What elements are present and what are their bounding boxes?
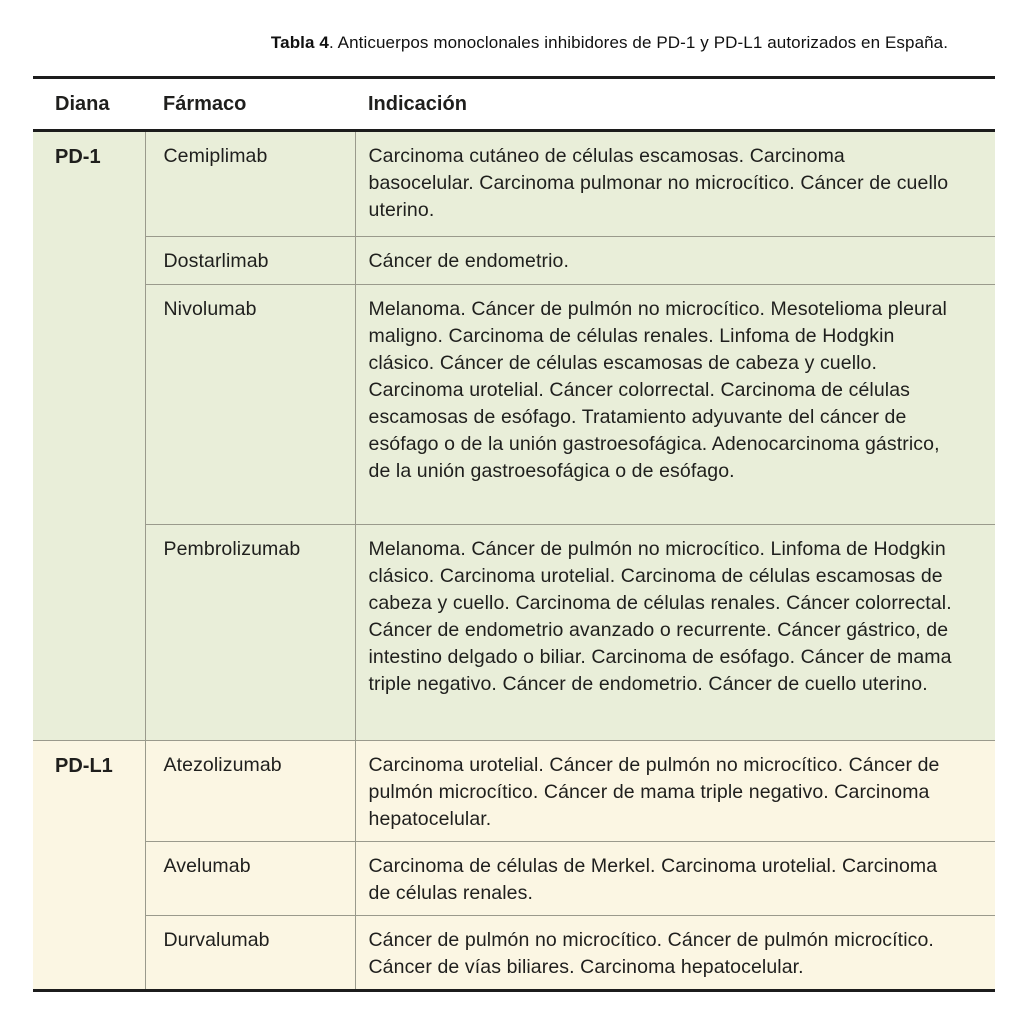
table-row xyxy=(33,741,995,842)
drug-cell: Avelumab xyxy=(145,842,355,916)
drug-cell: Cemiplimab xyxy=(145,131,355,237)
drug-cell: Nivolumab xyxy=(145,285,355,525)
drug-cell: Atezolizumab xyxy=(145,741,355,842)
section-pdl1 xyxy=(33,741,995,991)
table-row xyxy=(33,285,995,525)
drug-cell: Pembrolizumab xyxy=(145,525,355,741)
target-cell-pdl1: PD-L1 xyxy=(33,741,145,991)
table-row xyxy=(33,237,995,285)
header-row xyxy=(33,78,995,131)
section-pd1 xyxy=(33,131,995,741)
indication-cell: Carcinoma cutáneo de células escamosas. Carcinoma basocelular. Carcinoma pulmonar no microcítico. Cáncer de cuello uterino. xyxy=(355,131,995,237)
table-row xyxy=(33,131,995,237)
table-caption-text: . Anticuerpos monoclonales inhibidores de PD-1 y PD-L1 autorizados en España. xyxy=(328,33,949,52)
table-row xyxy=(33,525,995,741)
column-header-farmaco: Fármaco xyxy=(145,78,355,131)
column-header-diana: Diana xyxy=(33,78,145,131)
column-header-indicacion: Indicación xyxy=(355,78,995,131)
drug-cell: Dostarlimab xyxy=(145,237,355,285)
indication-cell: Cáncer de pulmón no microcítico. Cáncer de pulmón microcítico. Cáncer de vías biliares. Carcinoma hepatocelular. xyxy=(355,916,995,991)
drug-cell: Durvalumab xyxy=(145,916,355,991)
indication-cell: Carcinoma urotelial. Cáncer de pulmón no microcítico. Cáncer de pulmón microcítico. Cáncer de mama triple negativo. Carcinoma hepatocelular. xyxy=(355,741,995,842)
monoclonal-antibodies-table xyxy=(33,76,995,992)
table-caption xyxy=(0,0,1024,53)
table-caption-label: Tabla 4 xyxy=(270,33,329,52)
indication-cell: Melanoma. Cáncer de pulmón no microcítico. Linfoma de Hodgkin clásico. Carcinoma urotelial. Carcinoma de células escamosas de cabeza y cuello. Carcinoma de células renales. Cáncer colorrectal. Cáncer de endometrio avanzado o recurrente. Cáncer gástrico, de intestino delgado o biliar. Carcinoma de esófago. Cáncer de mama triple negativo. Cáncer de endometrio. Cáncer de cuello uterino. xyxy=(355,525,995,741)
indication-cell: Cáncer de endometrio. xyxy=(355,237,995,285)
table-row xyxy=(33,916,995,991)
indication-cell: Melanoma. Cáncer de pulmón no microcítico. Mesotelioma pleural maligno. Carcinoma de células renales. Linfoma de Hodgkin clásico. Cáncer de células escamosas de cabeza y cuello. Carcinoma urotelial. Cáncer colorrectal. Carcinoma de células escamosas de esófago. Tratamiento adyuvante del cáncer de esófago o de la unión gastroesofágica. Adenocarcinoma gástrico, de la unión gastroesofágica o de esófago. xyxy=(355,285,995,525)
target-cell-pd1: PD-1 xyxy=(55,146,101,168)
indication-cell: Carcinoma de células de Merkel. Carcinoma urotelial. Carcinoma de células renales. xyxy=(355,842,995,916)
table-row xyxy=(33,842,995,916)
